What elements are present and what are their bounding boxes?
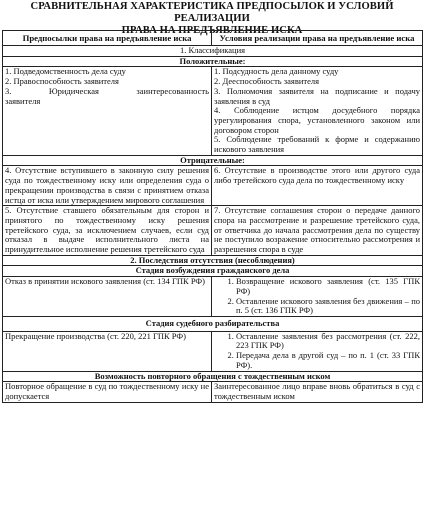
subsection-negative: Отрицательные: (3, 155, 423, 166)
list-item: 1. Подсудность дела данному суду (214, 66, 339, 77)
table-row (3, 206, 423, 256)
stage-trial-heading: Стадия судебного разбирательства (3, 316, 423, 331)
table-row (3, 166, 423, 206)
list-item: 2. Передача дела в другой суд – по п. 1 (ст. 33 ГПК РФ). (236, 351, 420, 370)
header-col-2: Условия реализации права на предъявление иска (212, 31, 423, 46)
list-item: 4. Соблюдение истцом досудебного порядка урегулирования спора, установленного законом или договором сторон (214, 105, 420, 135)
positive-right-cell (212, 67, 423, 155)
section-row (3, 46, 423, 57)
repeat-right-cell: Заинтересованное лицо вправе вновь обратиться в суд с тождественным иском (212, 382, 423, 402)
comparison-table (2, 30, 423, 403)
negative-left-cell: 5. Отсутствие ставшего обязательным для сторон и принятого по тождественному иску решения третейского суда, за исключением случаев, если суд отказал в выдаче исполнительного листа на принудительное исполнение решения третейского суда (3, 206, 212, 256)
section-row (3, 255, 423, 266)
subsection-positive: Положительные: (3, 56, 423, 67)
list-item: 2. Оставление искового заявления без движения – по п. 5 (ст. 136 ГПК РФ) (236, 297, 420, 316)
initiation-left-cell: Отказ в принятии искового заявления (ст. 134 ГПК РФ) (3, 277, 212, 317)
table-header-row (3, 31, 423, 46)
header-col-1: Предпосылки права на предъявление иска (3, 31, 212, 46)
subsection-row (3, 56, 423, 67)
initiation-right-cell (212, 277, 423, 317)
numbered-list (214, 277, 420, 316)
section-consequences: 2. Последствия отсутствия (несоблюдения) (3, 255, 423, 266)
positive-left-cell (3, 67, 212, 155)
list-item: 1. Подведомственность дела суду (5, 66, 126, 77)
list-item: 2. Правоспособность заявителя (5, 76, 119, 87)
subsection-row (3, 316, 423, 331)
list-item: 2. Дееспособность заявителя (214, 76, 320, 87)
list-item-line: 3. Юридическая заинтересованность (5, 85, 209, 96)
negative-right-cell: 7. Отсутствие соглашения сторон о передаче данного спора на рассмотрение и разрешение третейского суда, от ответчика до начала рассмотрения дела по существу не поступило возражение относительно рассмотрения и разрешения спора в суде (212, 206, 423, 256)
list-item: 1. Оставление заявления без рассмотрения (ст. 222, 223 ГПК РФ) (236, 332, 420, 351)
table-row (3, 331, 423, 371)
subsection-row (3, 266, 423, 277)
repeat-left-cell: Повторное обращение в суд по тождественному иску не допускается (3, 382, 212, 402)
table-row (3, 382, 423, 402)
trial-left-cell: Прекращение производства (ст. 220, 221 ГПК РФ) (3, 331, 212, 371)
subsection-row (3, 371, 423, 382)
title-line-2: ПРАВА НА ПРЕДЪЯВЛЕНИЕ ИСКА (121, 25, 303, 36)
subsection-row (3, 155, 423, 166)
table-row (3, 277, 423, 317)
table-row (3, 67, 423, 155)
repeat-heading: Возможность повторного обращения с тождественным иском (3, 371, 423, 382)
negative-right-cell: 6. Отсутствие в производстве этого или другого суда либо третейского суда дела по тождественному иску (212, 166, 423, 206)
list-item: 5. Соблюдение требований к форме и содержанию искового заявления (214, 134, 420, 155)
list-item: 1. Возвращение искового заявления (ст. 135 ГПК РФ) (236, 277, 420, 296)
list-item-tail: заявителя (5, 95, 41, 106)
section-classification: 1. Классификация (3, 46, 423, 57)
numbered-list (214, 332, 420, 371)
stage-initiation-heading: Стадия возбуждения гражданского дела (3, 266, 423, 277)
trial-right-cell (212, 331, 423, 371)
negative-left-cell: 4. Отсутствие вступившего в законную силу решения суда по тождественному иску или определения суда о прекращении производства в связи с принятием отказа истца от иска или утверждением мирового соглашения (3, 166, 212, 206)
title-line-1: СРАВНИТЕЛЬНАЯ ХАРАКТЕРИСТИКА ПРЕДПОСЫЛОК И УСЛОВИЙ РЕАЛИЗАЦИИ (30, 1, 394, 24)
list-item: 3. Полномочия заявителя на подписание и подачу заявления в суд (214, 85, 420, 106)
